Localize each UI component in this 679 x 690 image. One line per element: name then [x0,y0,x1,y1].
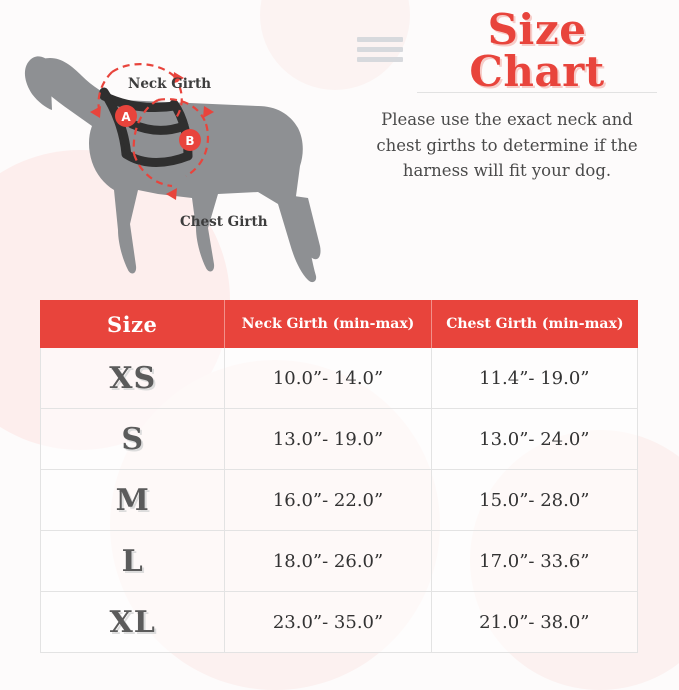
table-row [40,470,638,531]
page-subtitle: Please use the exact neck and chest girths to determine if the harness will fit your dog. [376,110,638,181]
cell-chest-girth: 13.0”- 24.0” [432,409,638,470]
cell-chest-girth: 17.0”- 33.6” [432,531,638,592]
table-header-row [40,300,638,348]
size-table-wrapper [40,300,638,653]
column-header-size: Size [40,300,225,348]
cell-size: XS [40,348,225,409]
dog-harness-illustration [8,14,358,289]
marker-b-label: B [185,134,195,148]
marker-a-label: A [121,110,131,124]
cell-neck-girth: 10.0”- 14.0” [225,348,431,409]
cell-neck-girth: 23.0”- 35.0” [225,592,431,653]
cell-neck-girth: 18.0”- 26.0” [225,531,431,592]
table-row [40,409,638,470]
cell-size: M [40,470,225,531]
chest-girth-label: Chest Girth [180,214,268,230]
table-body [40,348,638,653]
header [357,5,657,184]
cell-neck-girth: 13.0”- 19.0” [225,409,431,470]
page-title: Size Chart [469,5,605,96]
table-row [40,592,638,653]
table-row [40,531,638,592]
cell-chest-girth: 21.0”- 38.0” [432,592,638,653]
table-header [40,300,638,348]
top-section [0,0,679,290]
table-row [40,348,638,409]
column-header-chest-girth: Chest Girth (min-max) [432,300,638,348]
column-header-neck-girth: Neck Girth (min-max) [225,300,431,348]
cell-neck-girth: 16.0”- 22.0” [225,470,431,531]
title-row [357,5,657,96]
dog-illustration-svg [8,14,358,289]
title-decoration-bars [357,37,403,66]
cell-size: L [40,531,225,592]
cell-chest-girth: 15.0”- 28.0” [432,470,638,531]
cell-chest-girth: 11.4”- 19.0” [432,348,638,409]
size-table [40,300,638,653]
cell-size: XL [40,592,225,653]
cell-size: S [40,409,225,470]
neck-girth-label: Neck Girth [128,76,212,92]
